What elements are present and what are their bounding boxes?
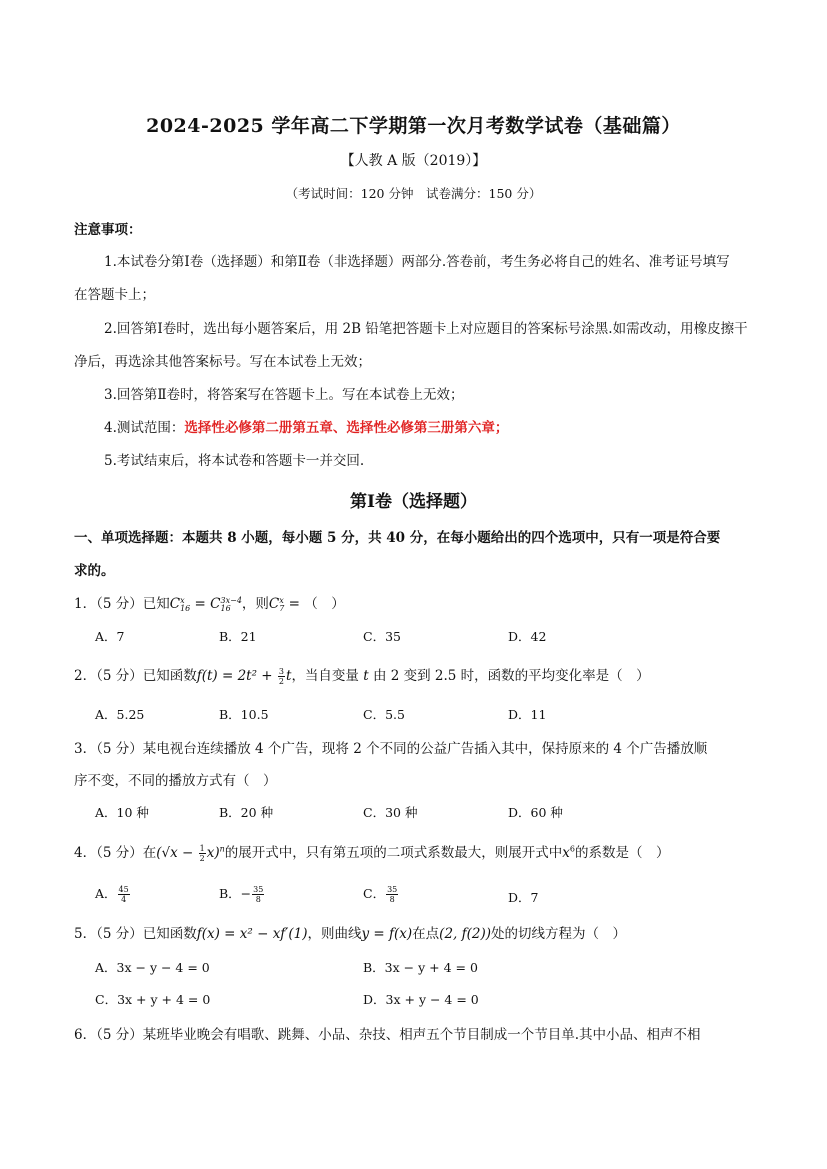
note-4-prefix: 4.测试范围： [104,420,185,436]
question-1 [74,592,345,613]
fraction [252,885,264,904]
fraction [278,667,285,686]
option-c: C．5.5 [363,707,405,722]
note-2-line-1: 2.回答第Ⅰ卷时，选出每小题答案后，用 2B 铅笔把答题卡上对应题目的答案标号涂黑.如需改动，用橡皮擦干 [104,321,748,337]
question-points: （5 分） [96,1027,143,1043]
fraction-denominator: 8 [255,895,261,904]
exam-info: （考试时间：120 分钟 试卷满分：150 分） [285,186,542,201]
fraction [118,885,130,904]
question-6 [74,1023,701,1043]
section-title: 第Ⅰ卷（选择题） [350,492,477,512]
note-4-suffix: ； [494,420,509,436]
comb-symbol: C [268,596,280,612]
fraction-denominator: 4 [121,895,127,904]
comb-symbol: C [210,596,221,612]
combination-expr [170,596,191,612]
question-number: 1． [74,596,97,612]
question-text: 处的切线方程为（ ） [491,926,626,942]
comb-symbol: C [169,596,181,612]
binomial-exponent: n [219,844,225,854]
question-number: 5． [74,926,97,942]
fraction-denominator: 8 [389,895,395,904]
option-c: C．3x + y + 4 = 0 [95,992,211,1007]
fraction-numerator: 45 [118,885,129,894]
option-c: C．35 [363,629,401,644]
comb-sup: x [279,595,284,605]
question-text: 已知函数 [142,926,197,942]
option-d: D．11 [508,707,547,722]
question-points: （5 分） [96,926,143,942]
question-text: 已知函数 [142,668,197,684]
option-b [219,884,265,904]
option-d: D．60 种 [508,805,563,820]
combination-expr [210,596,242,612]
fraction-denominator: 2 [199,854,205,863]
question-5 [74,922,626,942]
fraction-denominator: 2 [278,677,284,686]
question-4 [74,841,669,863]
note-1-line-2: 在答题卡上； [74,287,155,303]
function-tail: t [286,668,292,684]
variable-exponent: 6 [569,844,575,854]
question-points: （5 分） [96,845,143,861]
section-intro-line-1: 一、单项选择题：本题共 8 小题，每小题 5 分，共 40 分，在每小题给出的四个选项中，只有一项是符合要 [74,530,721,546]
option-label: B．− [219,886,252,901]
fraction-numerator: 3 [278,667,284,676]
comb-sub: 16 [180,603,191,613]
variable: t [363,668,369,684]
question-text: = （ ） [284,596,345,612]
comb-sup: x [180,595,185,605]
question-text: 在 [142,845,157,861]
test-scope: 选择性必修第二册第五章、选择性必修第三册第六章 [184,420,495,436]
comb-sub: 7 [279,603,285,613]
note-1-line-1: 1.本试卷分第Ⅰ卷（选择题）和第Ⅱ卷（非选择题）两部分.答卷前，考生务必将自己的姓名、准考证号填写 [104,254,730,270]
equals: = [190,596,211,612]
question-number: 3． [74,741,97,757]
option-a: A．3x − y − 4 = 0 [95,960,210,975]
combination-expr [269,596,284,612]
binomial-expr: (√x − [156,845,198,861]
point-expr: (2, f(2)) [439,926,491,942]
notes-heading: 注意事项： [74,222,142,238]
option-b: B．10.5 [219,707,269,722]
page-title: 2024-2025 学年高二下学期第一次月考数学试卷（基础篇） [146,115,681,137]
option-a: A．5.25 [95,707,145,722]
section-intro-line-2: 求的。 [74,563,115,579]
question-2 [74,664,650,686]
question-text: 的展开式中，只有第五项的二项式系数最大，则展开式中 [224,845,563,861]
curve-expr: y = f(x) [361,926,413,942]
option-b: B．21 [219,629,257,644]
option-a: A．7 [95,629,125,644]
option-a: A．10 种 [95,805,149,820]
question-points: （5 分） [96,596,143,612]
note-5: 5.考试结束后，将本试卷和答题卡一并交回. [104,453,365,469]
question-number: 4． [74,845,97,861]
option-label: A． [95,886,117,901]
fraction [386,885,398,904]
function-expr: f(x) = x² − xf′(1) [196,926,308,942]
question-number: 6． [74,1027,97,1043]
question-text: 的系数是（ ） [574,845,670,861]
question-text: 某电视台连续播放 4 个广告，现将 2 个不同的公益广告插入其中，保持原来的 4 个广告播放顺 [142,741,708,757]
question-text: ，当自变量 [291,668,364,684]
question-3 [74,737,707,757]
note-4 [104,416,508,436]
question-text: 某班毕业晚会有唱歌、跳舞、小品、杂技、相声五个节目制成一个节目单.其中小品、相声不相 [142,1027,701,1043]
fraction-numerator: 35 [253,885,264,894]
option-c: C．30 种 [363,805,418,820]
fraction-numerator: 35 [387,885,398,894]
comb-indices [221,597,242,613]
option-a [95,884,131,904]
edition-label: 【人教 A 版（2019）】 [340,153,487,169]
option-b: B．3x − y + 4 = 0 [363,960,478,975]
question-3-line-2: 序不变，不同的播放方式有（ ） [74,773,277,789]
option-c [363,884,399,904]
note-2-line-2: 净后，再选涂其他答案标号。写在本试卷上无效； [74,354,371,370]
option-d: D．42 [508,629,547,644]
function-expr: f(t) = 2t² + [196,668,277,684]
option-label: C． [363,886,386,901]
question-points: （5 分） [96,741,143,757]
option-b: B．20 种 [219,805,274,820]
question-text: 在点 [412,926,440,942]
question-points: （5 分） [96,668,143,684]
fraction [199,844,206,863]
option-d: D．7 [508,890,539,905]
question-number: 2． [74,668,97,684]
question-text: ，则曲线 [307,926,362,942]
binomial-tail: x) [206,845,220,861]
fraction-numerator: 1 [199,844,205,853]
variable: x [562,845,570,861]
comb-sub: 16 [220,603,231,613]
comb-sup: 3x−4 [220,595,242,605]
question-text: 由 2 变到 2.5 时，函数的平均变化率是（ ） [368,668,650,684]
option-d: D．3x + y − 4 = 0 [363,992,479,1007]
question-text: 已知 [142,596,170,612]
note-3: 3.回答第Ⅱ卷时，将答案写在答题卡上。写在本试卷上无效； [104,387,464,403]
comb-indices [180,597,190,613]
question-text: ，则 [241,596,269,612]
